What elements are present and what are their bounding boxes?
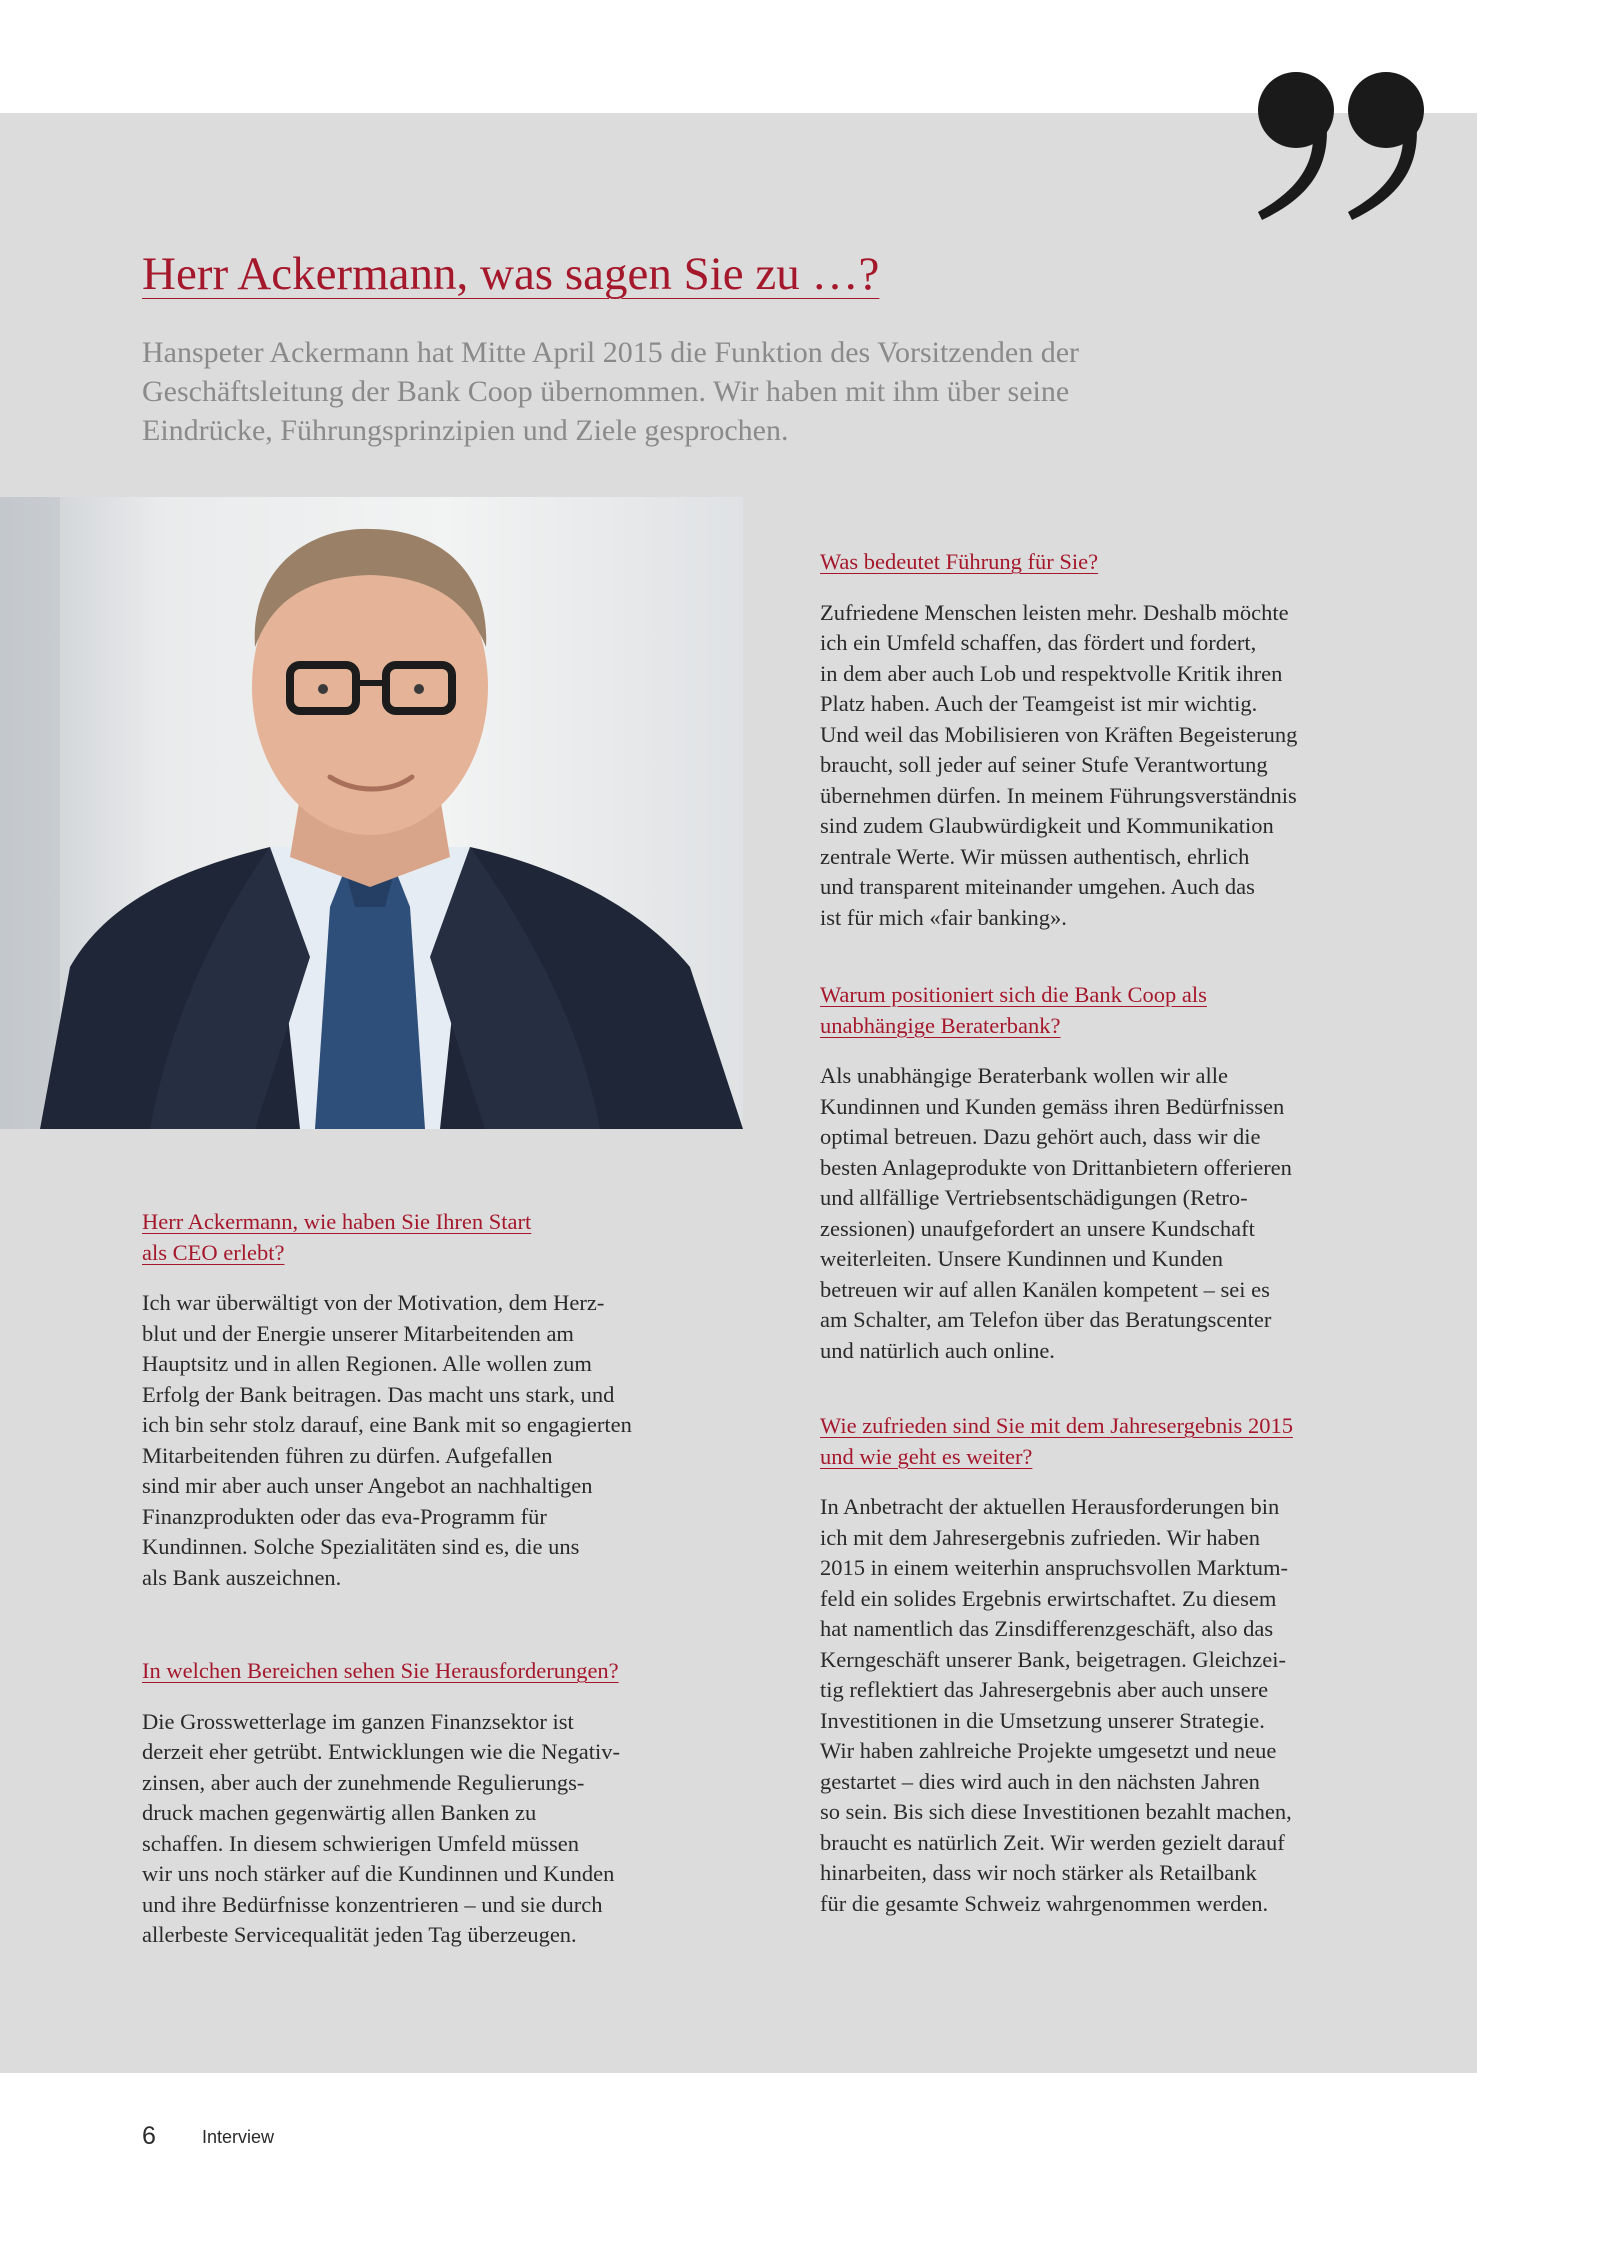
interview-answer (820, 1061, 1460, 1366)
answer-line: betreuen wir auf allen Kanälen kompetent – sei es (820, 1276, 1270, 1302)
answer-line: zessionen) unaufgefordert an unsere Kundschaft (820, 1215, 1255, 1241)
answer-line: und natürlich auch online. (820, 1337, 1055, 1363)
question-line: Wie zufrieden sind Sie mit dem Jahresergebnis 2015 (820, 1413, 1293, 1438)
answer-line: in dem aber auch Lob und respektvolle Kritik ihren (820, 660, 1283, 686)
answer-line: Kundinnen. Solche Spezialitäten sind es, die uns (142, 1534, 580, 1559)
question-line: und wie geht es weiter? (820, 1443, 1033, 1469)
answer-line: ist für mich «fair banking». (820, 904, 1067, 930)
qa-start-as-ceo (142, 1207, 782, 1593)
answer-line: Wir haben zahlreiche Projekte umgesetzt und neue (820, 1738, 1277, 1763)
qa-challenges (142, 1656, 782, 1951)
intro-paragraph (142, 333, 1292, 450)
answer-line: zinsen, aber auch der zunehmende Regulierungs- (142, 1769, 585, 1795)
answer-line: tig reflektiert das Jahresergebnis aber auch unsere (820, 1677, 1269, 1702)
answer-line: ich bin sehr stolz darauf, eine Bank mit so engagierten (142, 1412, 632, 1437)
intro-line: Hanspeter Ackermann hat Mitte April 2015 die Funktion des Vorsitzenden der (142, 336, 1080, 369)
portrait-illustration (0, 497, 743, 1129)
question-line: Was bedeutet Führung für Sie? (820, 549, 1099, 574)
answer-line: weiterleiten. Unsere Kundinnen und Kunden (820, 1246, 1224, 1271)
answer-line: optimal betreuen. Dazu gehört auch, dass wir die (820, 1124, 1261, 1149)
answer-line: schaffen. In diesem schwierigen Umfeld müssen (142, 1830, 579, 1856)
intro-line: Geschäftsleitung der Bank Coop übernommen. Wir haben mit ihm über seine (142, 375, 1070, 408)
interview-answer (142, 1707, 782, 1951)
answer-line: Platz haben. Auch der Teamgeist ist mir wichtig. (820, 691, 1258, 716)
answer-line: für die gesamte Schweiz wahrgenommen werden. (820, 1890, 1269, 1916)
answer-line: Hauptsitz und in allen Regionen. Alle wollen zum (142, 1351, 592, 1376)
answer-line: hat namentlich das Zinsdifferenzgeschäft, also das (820, 1616, 1274, 1641)
answer-line: Als unabhängige Beraterbank wollen wir alle (820, 1063, 1228, 1088)
answer-line: hinarbeiten, dass wir noch stärker als Retailbank (820, 1860, 1257, 1885)
interview-question (820, 547, 1460, 578)
question-line: Herr Ackermann, wie haben Sie Ihren Start (142, 1209, 532, 1234)
interview-question (820, 980, 1460, 1041)
section-label: Interview (202, 2127, 275, 2147)
question-line: Warum positioniert sich die Bank Coop als (820, 982, 1207, 1007)
interview-question (142, 1656, 782, 1687)
answer-line: In Anbetracht der aktuellen Herausforderungen bin (820, 1494, 1280, 1519)
interview-question (142, 1207, 782, 1268)
answer-line: Investitionen in die Umsetzung unserer Strategie. (820, 1707, 1265, 1733)
answer-line: zentrale Werte. Wir müssen authentisch, ehrlich (820, 843, 1250, 869)
portrait-photo (0, 497, 743, 1129)
answer-line: Mitarbeitenden führen zu dürfen. Aufgefallen (142, 1442, 553, 1468)
answer-line: als Bank auszeichnen. (142, 1564, 342, 1590)
answer-line: braucht es natürlich Zeit. Wir werden gezielt darauf (820, 1829, 1285, 1855)
answer-line: gestartet – dies wird auch in den nächsten Jahren (820, 1768, 1260, 1794)
interview-answer (142, 1288, 782, 1593)
page-number: 6 (142, 2122, 156, 2150)
answer-line: Die Grosswetterlage im ganzen Finanzsektor ist (142, 1708, 574, 1734)
intro-line: Eindrücke, Führungsprinzipien und Ziele gesprochen. (142, 414, 789, 447)
answer-line: und ihre Bedürfnisse konzentrieren – und sie durch (142, 1891, 603, 1917)
interview-answer (820, 1492, 1460, 1919)
interview-question (820, 1411, 1460, 1472)
question-line: unabhängige Beraterbank? (820, 1012, 1061, 1038)
answer-line: so sein. Bis sich diese Investitionen bezahlt machen, (820, 1799, 1292, 1824)
answer-line: derzeit eher getrübt. Entwicklungen wie die Negativ- (142, 1739, 620, 1764)
answer-line: sind mir aber auch unser Angebot an nachhaltigen (142, 1473, 593, 1498)
answer-line: ich ein Umfeld schaffen, das fördert und fordert, (820, 630, 1257, 655)
answer-line: blut und der Energie unserer Mitarbeitenden am (142, 1320, 574, 1346)
answer-line: 2015 in einem weiterhin anspruchsvollen Marktum- (820, 1555, 1289, 1580)
answer-line: Ich war überwältigt von der Motivation, dem Herz- (142, 1290, 605, 1315)
answer-line: druck machen gegenwärtig allen Banken zu (142, 1800, 537, 1825)
answer-line: Finanzprodukten oder das eva-Programm für (142, 1503, 547, 1529)
answer-line: Zufriedene Menschen leisten mehr. Deshalb möchte (820, 599, 1289, 625)
answer-line: braucht, soll jeder auf seiner Stufe Verantwortung (820, 752, 1268, 777)
qa-independent-advisory-bank (820, 980, 1460, 1366)
answer-line: sind zudem Glaubwürdigkeit und Kommunikation (820, 813, 1274, 838)
qa-leadership (820, 547, 1460, 933)
answer-line: Kerngeschäft unserer Bank, beigetragen. Gleichzei- (820, 1646, 1287, 1672)
answer-line: am Schalter, am Telefon über das Beratungscenter (820, 1307, 1272, 1332)
answer-line: Und weil das Mobilisieren von Kräften Begeisterung (820, 721, 1298, 747)
answer-line: allerbeste Servicequalität jeden Tag überzeugen. (142, 1922, 577, 1947)
answer-line: Kundinnen und Kunden gemäss ihren Bedürfnissen (820, 1093, 1285, 1119)
answer-line: wir uns noch stärker auf die Kundinnen und Kunden (142, 1861, 615, 1886)
answer-line: ich mit dem Jahresergebnis zufrieden. Wir haben (820, 1524, 1260, 1550)
answer-line: und allfällige Vertriebsentschädigungen (Retro- (820, 1185, 1248, 1210)
qa-annual-result-2015 (820, 1411, 1460, 1919)
answer-line: besten Anlageprodukte von Drittanbietern offerieren (820, 1154, 1292, 1180)
answer-line: feld ein solides Ergebnis erwirtschaftet. Zu diesem (820, 1585, 1277, 1611)
question-line: In welchen Bereichen sehen Sie Herausforderungen? (142, 1658, 619, 1683)
answer-line: übernehmen dürfen. In meinem Führungsverständnis (820, 782, 1297, 808)
answer-line: und transparent miteinander umgehen. Auch das (820, 874, 1255, 899)
quotation-mark-icon (1248, 58, 1448, 228)
interview-answer (820, 598, 1460, 934)
answer-line: Erfolg der Bank beitragen. Das macht uns stark, und (142, 1381, 615, 1407)
page-title: Herr Ackermann, was sagen Sie zu …? (142, 248, 880, 300)
question-line: als CEO erlebt? (142, 1239, 285, 1265)
